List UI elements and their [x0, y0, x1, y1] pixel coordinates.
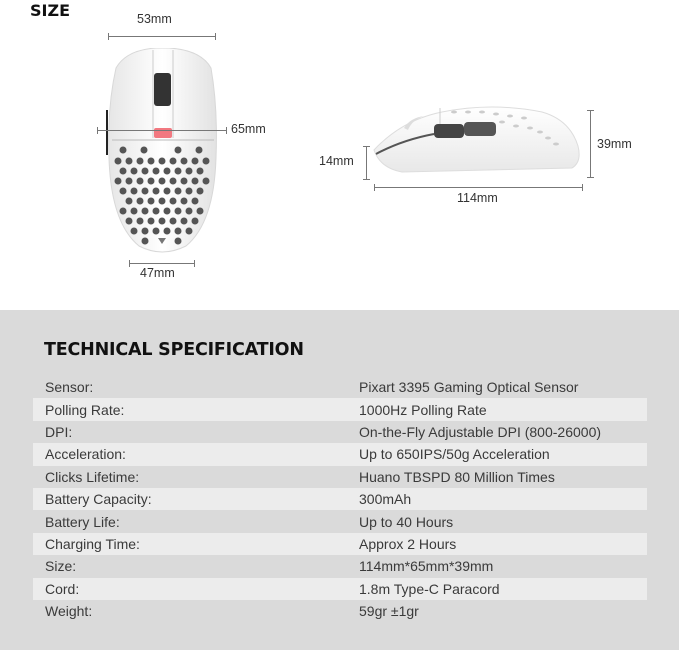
spec-label: Acceleration:	[45, 446, 126, 463]
front-height-dimension-line	[366, 146, 367, 180]
spec-value: Up to 650IPS/50g Acceleration	[359, 446, 550, 463]
side-length-label: 114mm	[457, 191, 498, 205]
spec-value: Up to 40 Hours	[359, 513, 454, 530]
spec-label: Charging Time:	[45, 535, 140, 552]
spec-label: DPI:	[45, 423, 73, 440]
spec-value: 300mAh	[359, 491, 412, 508]
bottom-width-label: 47mm	[140, 266, 175, 280]
mouse-top-view-image	[106, 48, 219, 253]
spec-row-clicks-lifetime	[33, 466, 647, 488]
size-title: SIZE	[30, 1, 71, 20]
spec-value: 1.8m Type-C Paracord	[359, 580, 500, 597]
top-width-label: 53mm	[137, 12, 172, 26]
spec-row-size	[33, 555, 647, 577]
size-section	[0, 0, 679, 310]
spec-row-weight	[33, 600, 647, 622]
height-label: 39mm	[597, 137, 632, 151]
spec-label: Battery Life:	[45, 513, 120, 530]
spec-value: 59gr ±1gr	[359, 603, 419, 620]
spec-label: Weight:	[45, 603, 93, 620]
mouse-side-view-image	[372, 106, 584, 178]
spec-value: On-the-Fly Adjustable DPI (800-26000)	[359, 423, 602, 440]
spec-label: Polling Rate:	[45, 401, 125, 418]
top-length-dimension-line	[97, 130, 227, 131]
front-height-label: 14mm	[319, 154, 354, 168]
spec-row-charging-time	[33, 533, 647, 555]
height-dimension-line	[590, 110, 591, 178]
spec-row-dpi	[33, 421, 647, 443]
spec-row-polling-rate	[33, 398, 647, 420]
side-length-dimension-line	[374, 187, 583, 188]
spec-label: Clicks Lifetime:	[45, 468, 140, 485]
top-width-dimension-line	[108, 36, 216, 37]
spec-label: Battery Capacity:	[45, 491, 152, 508]
spec-row-battery-life	[33, 510, 647, 532]
bottom-width-dimension-line	[129, 263, 195, 264]
spec-value: Huano TBSPD 80 Million Times	[359, 468, 555, 485]
spec-row-acceleration	[33, 443, 647, 465]
spec-value: 1000Hz Polling Rate	[359, 401, 487, 418]
spec-value: 114mm*65mm*39mm	[359, 558, 494, 575]
spec-label: Cord:	[45, 580, 80, 597]
spec-row-battery-capacity	[33, 488, 647, 510]
spec-title: TECHNICAL SPECIFICATION	[44, 340, 304, 360]
top-length-label: 65mm	[231, 122, 266, 136]
spec-row-sensor	[33, 376, 647, 398]
spec-label: Sensor:	[45, 379, 94, 396]
spec-value: Approx 2 Hours	[359, 535, 457, 552]
spec-table	[33, 376, 647, 622]
spec-value: Pixart 3395 Gaming Optical Sensor	[359, 379, 579, 396]
spec-row-cord	[33, 578, 647, 600]
technical-specification-section	[0, 310, 679, 650]
spec-label: Size:	[45, 558, 77, 575]
